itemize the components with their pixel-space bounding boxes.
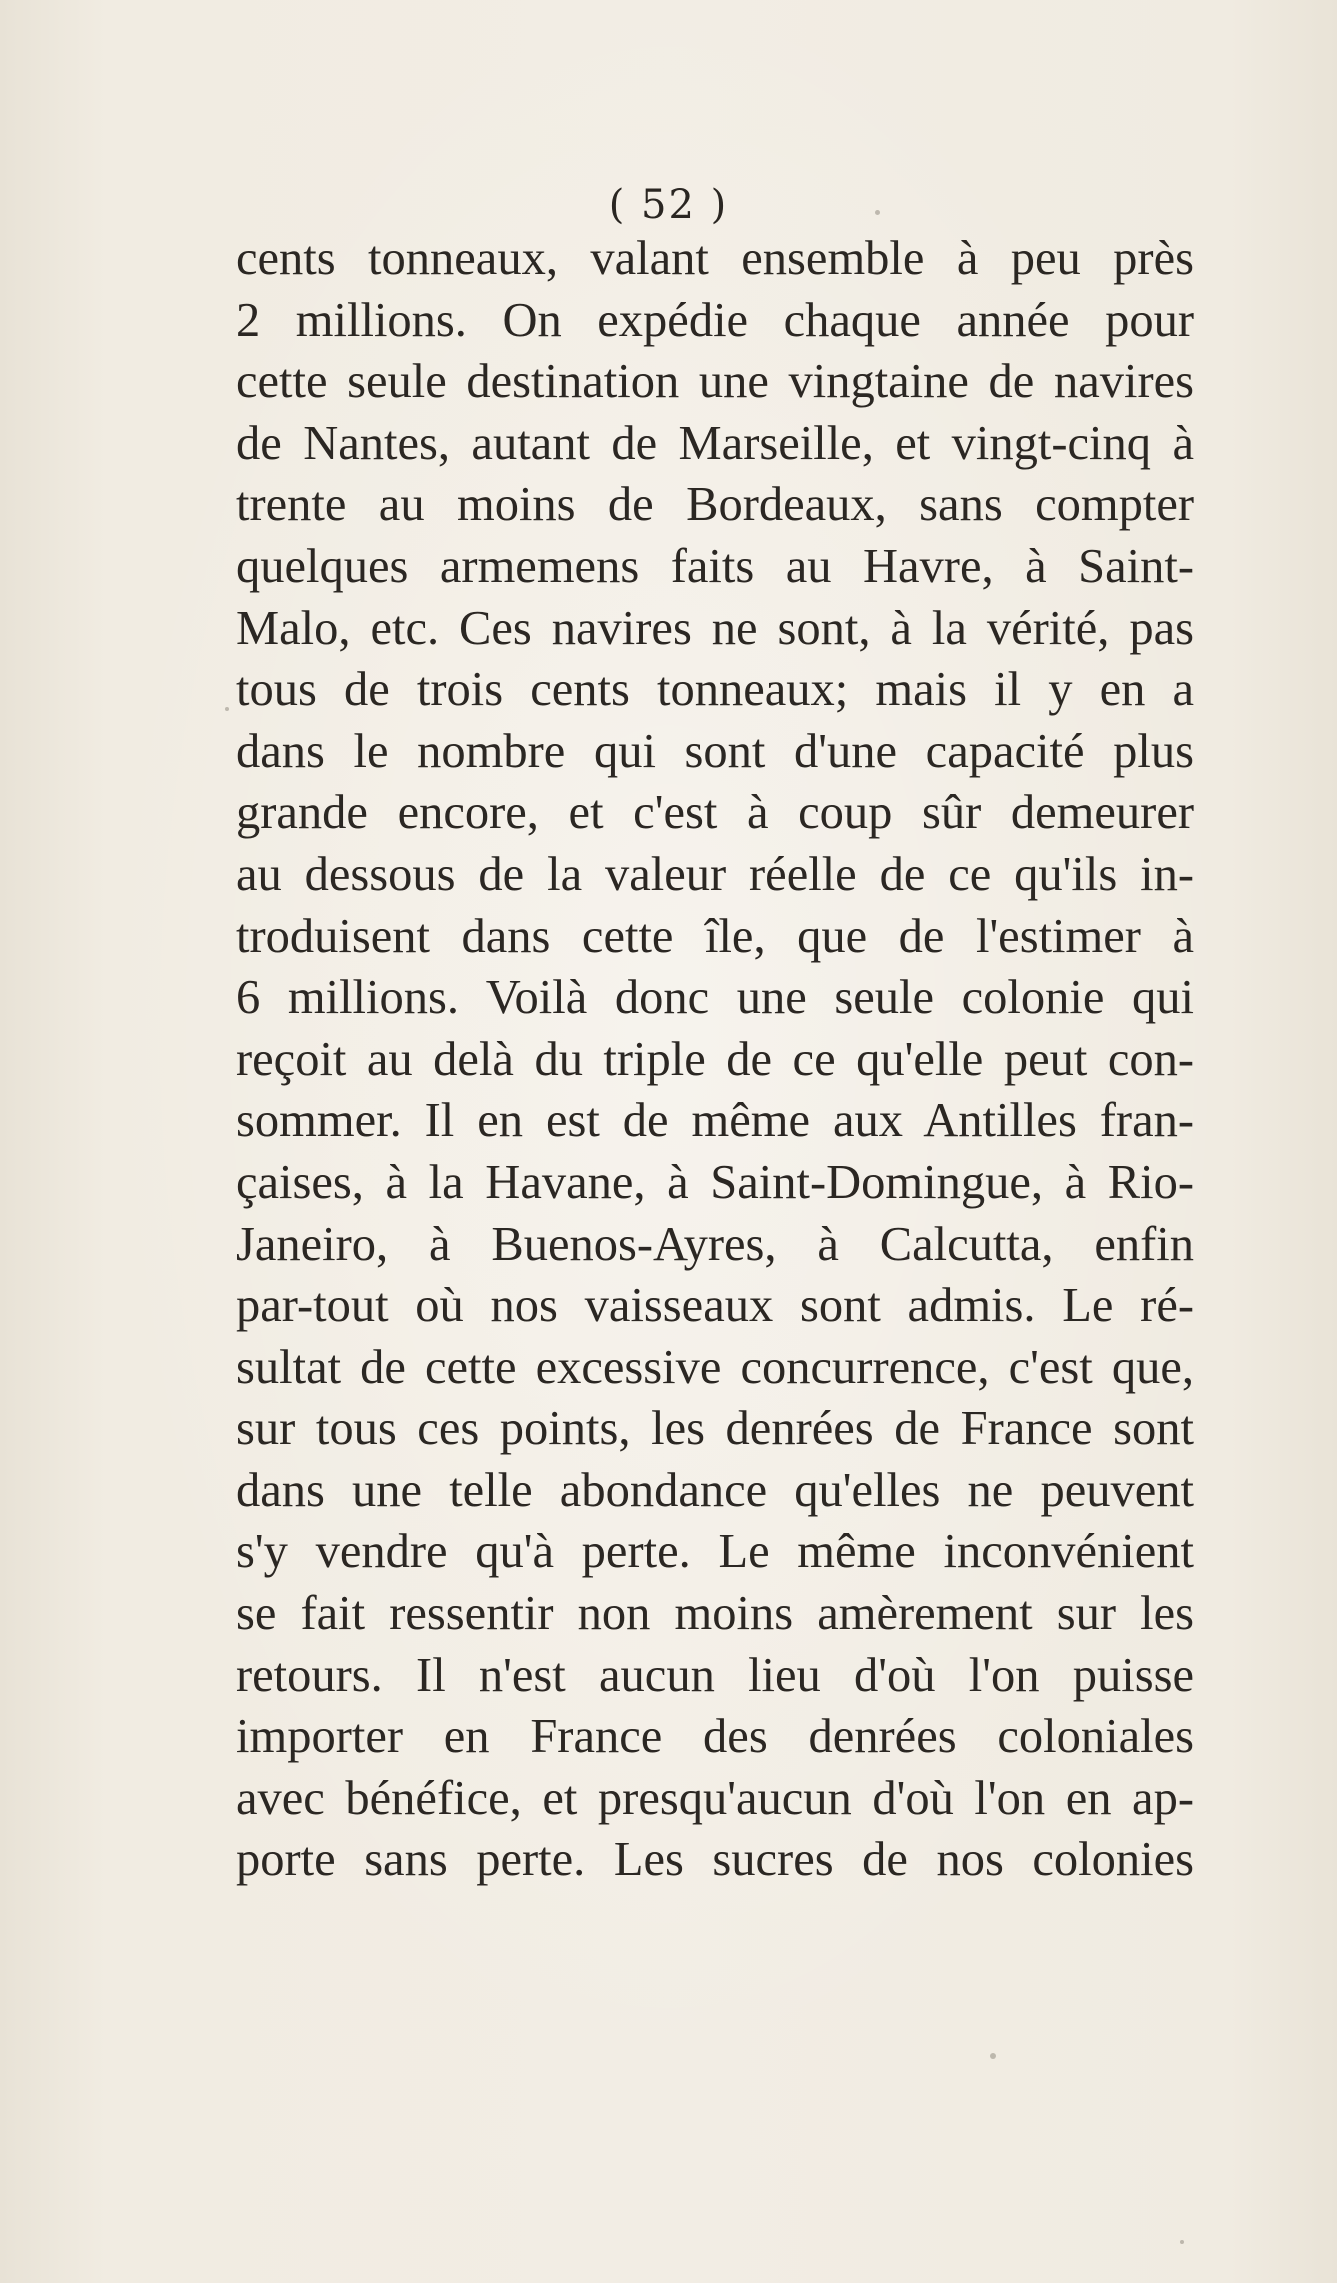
text-line: par-tout où nos vaisseaux sont admis. Le ré- (236, 1279, 1194, 1333)
text-line: cette seule destination une vingtaine de navires (236, 355, 1194, 409)
text-line: 2 millions. On expédie chaque année pour (236, 293, 1194, 347)
text-line: porte sans perte. Les sucres de nos colonies (236, 1833, 1194, 1887)
text-line: troduisent dans cette île, que de l'estimer à (236, 909, 1194, 963)
text-line: Malo, etc. Ces navires ne sont, à la vérité, pas (236, 601, 1194, 655)
text-line: tous de trois cents tonneaux; mais il y en a (236, 663, 1194, 717)
paper-speck (990, 2053, 996, 2059)
text-line: dans une telle abondance qu'elles ne peuvent (236, 1463, 1194, 1517)
text-line: quelques armemens faits au Havre, à Saint- (236, 539, 1194, 593)
text-line: 6 millions. Voilà donc une seule colonie qui (236, 971, 1194, 1025)
text-line: avec bénéfice, et presqu'aucun d'où l'on en ap- (236, 1771, 1194, 1825)
page-number: ( 52 ) (608, 182, 729, 228)
text-line: importer en France des denrées coloniales (236, 1710, 1194, 1764)
text-line: sommer. Il en est de même aux Antilles fran- (236, 1094, 1194, 1148)
text-line: au dessous de la valeur réelle de ce qu'ils in- (236, 847, 1194, 901)
text-line: sur tous ces points, les denrées de France sont (236, 1402, 1194, 1456)
text-line: grande encore, et c'est à coup sûr demeurer (236, 786, 1194, 840)
body-text (236, 228, 1194, 1891)
text-line: se fait ressentir non moins amèrement sur les (236, 1587, 1194, 1641)
text-line: çaises, à la Havane, à Saint-Domingue, à Rio- (236, 1155, 1194, 1209)
text-line: retours. Il n'est aucun lieu d'où l'on puisse (236, 1648, 1194, 1702)
text-line: reçoit au delà du triple de ce qu'elle peut con- (236, 1032, 1194, 1086)
text-line: trente au moins de Bordeaux, sans compter (236, 478, 1194, 532)
text-line: dans le nombre qui sont d'une capacité plus (236, 724, 1194, 778)
paper-speck (1180, 2240, 1184, 2244)
text-line: de Nantes, autant de Marseille, et vingt-cinq à (236, 416, 1194, 470)
text-line: s'y vendre qu'à perte. Le même inconvénient (236, 1525, 1194, 1579)
paper-speck (875, 210, 880, 215)
paper-speck (225, 707, 229, 711)
text-line: cents tonneaux, valant ensemble à peu près (236, 232, 1194, 285)
text-line: Janeiro, à Buenos-Ayres, à Calcutta, enfin (236, 1217, 1194, 1271)
text-line: sultat de cette excessive concurrence, c'est que, (236, 1340, 1194, 1394)
